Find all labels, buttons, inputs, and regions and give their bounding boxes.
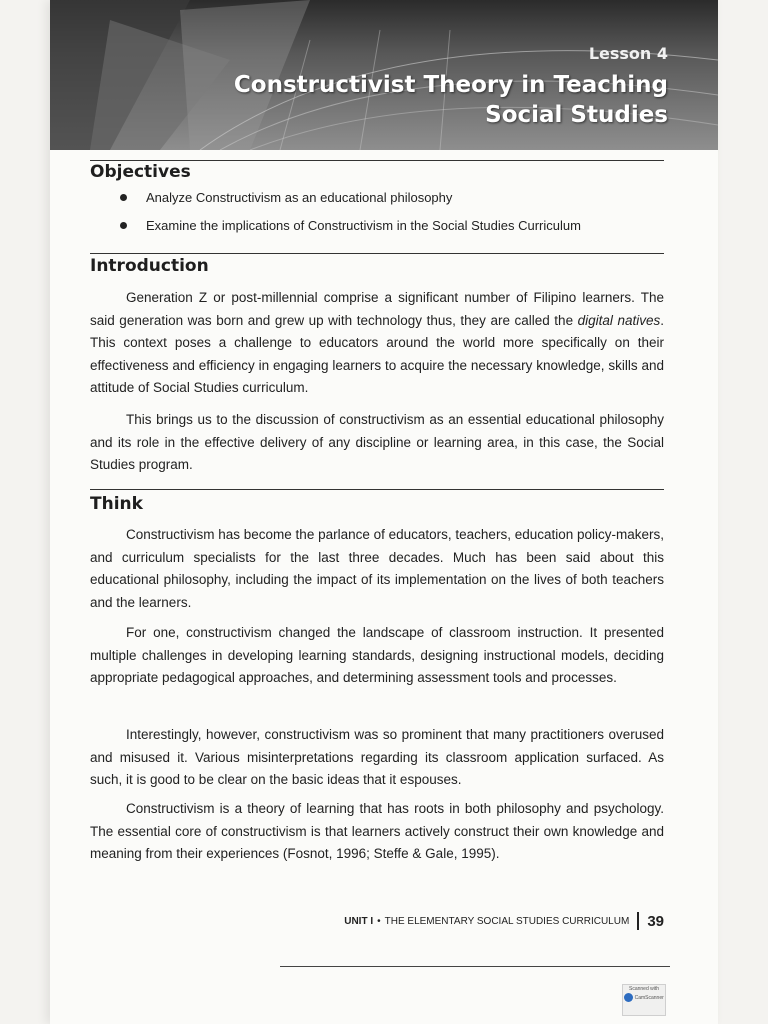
- objectives-rule: [90, 160, 664, 161]
- document-page: [50, 0, 718, 1024]
- lesson-label: Lesson 4: [588, 44, 668, 63]
- scanner-line-1: Scanned with: [628, 986, 660, 992]
- think-paragraph: Interestingly, however, constructivism was so prominent that many practitioners overused and misused it. Various misinterpretations regarding its classroom application surfaced. As such, it is good to be clear on the basic ideas that it espouses.: [90, 727, 664, 787]
- objective-text: Examine the implications of Constructivism in the Social Studies Curriculum: [146, 218, 581, 233]
- think-paragraph: Constructivism is a theory of learning that has roots in both philosophy and psychology. The essential core of constructivism is that learners actively construct their own knowledge and meaning from their experiences (Fosnot, 1996; Steffe & Gale, 1995).: [90, 801, 664, 861]
- think-heading: Think: [90, 494, 143, 514]
- intro-p1-emphasis: digital natives: [577, 312, 661, 328]
- bottom-rule: [280, 966, 670, 967]
- objective-text: Analyze Constructivism as an educational philosophy: [146, 190, 453, 205]
- intro-p1-end: . This context poses a challenge to educators around the world more specifically on their effectiveness and efficiency in engaging learners to acquire the necessary knowledge, skills and attitude of Social Studies curriculum.: [90, 312, 664, 395]
- lesson-title-line-1: Constructivist Theory in Teaching: [233, 72, 668, 98]
- bullet-icon: [120, 222, 127, 229]
- page-number: 39: [647, 912, 664, 930]
- objectives-list: [120, 190, 680, 246]
- objective-item: [120, 218, 680, 234]
- scanner-badge: [622, 984, 666, 1016]
- lesson-title-line-2: Social Studies: [485, 102, 668, 128]
- lesson-banner: [50, 0, 718, 150]
- objective-item: [120, 190, 680, 206]
- think-paragraph: Constructivism has become the parlance of educators, teachers, education policy-makers, and curriculum specialists for the last three decades. Much has been said about this educational philosophy, including the impact of its implementation on the lives of both teachers and the learners.: [90, 527, 665, 610]
- lesson-title: [234, 70, 668, 130]
- intro-p1-start: Generation Z or post-millennial comprise a significant number of Filipino learners. The said generation was born and grew up with technology thus, they are called the: [90, 290, 664, 328]
- camscanner-icon: [624, 993, 633, 1002]
- think-rule: [90, 489, 664, 490]
- footer-course: THE ELEMENTARY SOCIAL STUDIES CURRICULUM: [384, 915, 630, 927]
- introduction-heading: Introduction: [90, 256, 209, 276]
- footer-unit: UNIT I: [344, 915, 374, 927]
- bullet-icon: [120, 194, 127, 201]
- page-footer: [344, 912, 664, 930]
- objectives-heading: Objectives: [90, 162, 191, 182]
- introduction-rule: [90, 253, 664, 254]
- footer-separator: [637, 912, 639, 930]
- introduction-paragraph-1: [90, 287, 664, 400]
- introduction-paragraph-2: This brings us to the discussion of constructivism as an essential educational philosophy and its role in the effective delivery of any discipline or learning area, in this case, the Social Studies program.: [90, 412, 664, 472]
- scanner-line-2: CamScanner: [634, 994, 664, 1001]
- footer-bullet: •: [377, 915, 381, 927]
- think-paragraph: For one, constructivism changed the landscape of classroom instruction. It presented multiple challenges in developing learning standards, designing instructional models, deciding appropriate pedagogical approaches, and determining assessment tools and processes.: [90, 625, 664, 685]
